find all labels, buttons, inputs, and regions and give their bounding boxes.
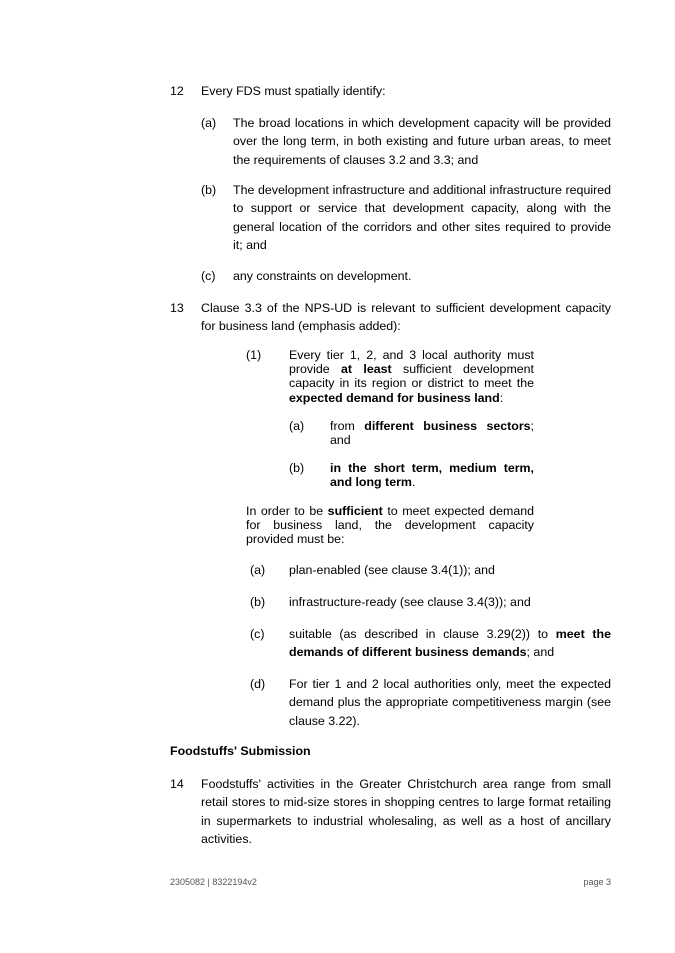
section-heading-text: Foodstuffs' Submission — [170, 744, 311, 758]
quote-sub-a-text-1: from — [330, 419, 365, 433]
para-12-b-text: The development infrastructure and additional infrastructure required to support or service that development capacity, along with the general location of the corridors and other sites required to provide it; and — [233, 183, 611, 252]
quote-sub-b-text — [330, 461, 534, 489]
quote-item-a-label: (a) — [250, 563, 266, 577]
section-heading — [170, 744, 311, 758]
para-14-number: 14 — [170, 777, 184, 791]
quote-para-2-c: to meet expected demand for business land, the development capacity provided must be: — [246, 504, 534, 547]
para-13-text: Clause 3.3 of the NPS-UD is relevant to sufficient development capacity for business land (emphasis added): — [201, 301, 611, 334]
quote-item-c-text-b: meet the demands of different business demands — [289, 627, 611, 660]
quote-item-d-label: (d) — [250, 677, 266, 691]
quote-1-text-b: at least — [341, 362, 392, 377]
quote-1-text-d: expected demand for business land — [289, 390, 500, 405]
quote-item-b-text: infrastructure-ready (see clause 3.4(3)); and — [289, 595, 531, 609]
quote-item-d-text: For tier 1 and 2 local authorities only, meet the expected demand plus the appropriate competitiveness margin (see clause 3.22). — [289, 677, 611, 728]
quote-1-text — [289, 348, 534, 405]
quote-item-c-text-a: suitable (as described in clause 3.29(2)) to — [289, 627, 556, 641]
quote-item-a-text: plan-enabled (see clause 3.4(1)); and — [289, 563, 495, 577]
quote-item-c-text — [289, 625, 611, 662]
para-12-b-label: (b) — [201, 183, 217, 197]
quote-1-text-a: Every tier 1, 2, and 3 local authority must provide — [289, 348, 534, 377]
para-12-c-label: (c) — [201, 269, 216, 283]
quote-sub-a-text — [330, 419, 534, 447]
quote-sub-a-text-3: ; and — [330, 419, 534, 448]
quote-item-c-text-c: ; and — [526, 645, 555, 660]
quote-item-b-label: (b) — [250, 595, 266, 609]
para-12-c-text: any constraints on development. — [233, 269, 412, 283]
footer-page-number: page 3 — [583, 877, 611, 887]
quote-sub-a-text-2: different business sectors — [364, 419, 531, 433]
quote-sub-b-text-1: in the short term, medium term, and long term — [330, 461, 534, 490]
quote-1-label: (1) — [246, 348, 262, 362]
quote-1-text-e: : — [499, 390, 504, 405]
quote-sub-b-label: (b) — [289, 461, 305, 475]
para-14-text: Foodstuffs' activities in the Greater Christchurch area range from small retail stores to mid-size stores in shopping centres to large format retailing in supermarkets to industrial wholesaling, as well as a host of ancillary activities. — [201, 777, 611, 846]
para-12-a-text: The broad locations in which development capacity will be provided over the long term, in both existing and future urban areas, to meet the requirements of clauses 3.2 and 3.3; and — [233, 116, 611, 167]
para-12-intro: Every FDS must spatially identify: — [201, 84, 386, 98]
quote-para-2-b: sufficient — [327, 504, 383, 518]
quote-sub-b-text-2: . — [411, 475, 416, 490]
para-13-number: 13 — [170, 301, 184, 315]
footer-doc-ref: 2305082 | 8322194v2 — [170, 877, 257, 887]
para-12-a-label: (a) — [201, 116, 217, 130]
quote-1-text-c: sufficient development capacity in its region or district to meet the — [289, 362, 534, 391]
quote-item-c-label: (c) — [250, 627, 265, 641]
quote-para-2-a: In order to be — [246, 504, 328, 518]
quote-para-2 — [246, 504, 534, 547]
para-12-number: 12 — [170, 84, 184, 98]
quote-sub-a-label: (a) — [289, 419, 305, 433]
